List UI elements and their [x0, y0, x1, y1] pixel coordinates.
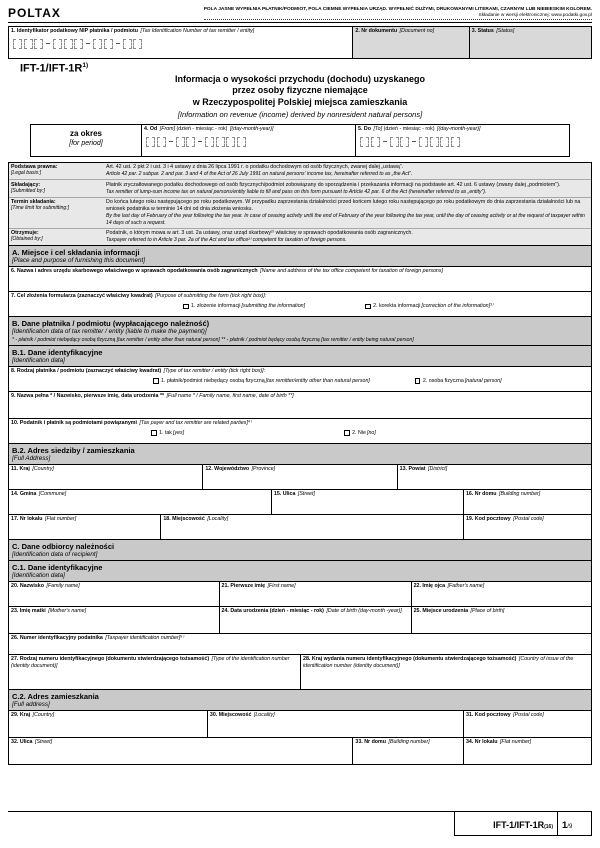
label-en: [Mother's name] — [48, 607, 87, 614]
field-31-postal-code[interactable] — [463, 711, 591, 737]
label-en: [Province] — [251, 465, 276, 472]
text-en: By the last day of February of the year following the tax year. In case of ceasing activity until the end of February of the year following the tax year, until the day of ceasing activity or at the request of taxpayer within 14 days of such a request. — [106, 212, 585, 226]
page-header — [8, 6, 592, 20]
footer-code-text: IFT-1/IFT-1R — [493, 820, 545, 830]
label-pl: 1. Identyfikator podatkowy NIP płatnika / podmiotu — [11, 28, 139, 34]
term-pl: Składający: — [11, 181, 41, 188]
row-fields-17-19 — [9, 514, 591, 539]
digit-separator — [116, 43, 120, 44]
row-fields-14-16 — [9, 489, 591, 514]
legal-term — [11, 230, 106, 243]
label-pl: 24. Data urodzenia (dzień - miesiąc - rok) — [221, 607, 324, 614]
label-format-pl: (dzień - miesiąc - rok) — [176, 125, 228, 132]
legal-row-deadline — [9, 197, 591, 228]
row-field-7 — [9, 291, 591, 316]
label-en: [Place of birth] — [470, 607, 505, 614]
title-line-3: w Rzeczypospolitej Polskiej miejsca zamieszkania — [192, 97, 408, 108]
label-pl: 9. Nazwa pełna * / Nazwisko, pierwsze imię, data urodzenia ** — [11, 392, 165, 399]
option-label-en: [yes] — [172, 429, 185, 436]
field-11-country[interactable] — [9, 465, 202, 489]
label-en: [Taxpayer identification number]⁵⁾ — [105, 634, 184, 641]
form-code-footnote: 1) — [82, 62, 89, 69]
label-en: [Commune] — [38, 490, 67, 497]
footer-page-number: 1 — [562, 820, 568, 831]
legal-text — [106, 182, 589, 195]
label-pl: 14. Gmina — [11, 490, 37, 497]
page-footer — [8, 811, 592, 836]
field-10-related-parties — [9, 419, 591, 443]
section-title-en: [Identification data] — [12, 571, 65, 579]
section-title-pl: C.1. Dane identyfikacyjne — [12, 562, 103, 572]
field-30-locality[interactable] — [207, 711, 463, 737]
title-line-2: przez osoby fizyczne niemające — [232, 85, 368, 96]
label-format-pl: (dzień - miesiąc - rok) — [383, 125, 435, 132]
legal-text — [106, 230, 589, 243]
digit-box[interactable] — [451, 137, 460, 147]
option-label-en: [no] — [367, 429, 376, 436]
label-en: [To] — [373, 125, 383, 132]
digit-box[interactable] — [390, 137, 399, 147]
digit-box[interactable] — [157, 137, 166, 147]
period-label-en: [for period] — [69, 140, 103, 148]
option-natural-person[interactable] — [415, 378, 502, 385]
poltax-logo: POLTAX — [8, 6, 61, 20]
section-b-footnote: * - płatnik / podmiot niebędący osobą fizyczną [tax remitter / entity other than natural person] ** - płatnik / podmiot będący osobą fizyczną [tax remitter / entity being natural person] — [12, 336, 414, 343]
label-en: [Postal code] — [513, 711, 544, 718]
header-notes — [204, 7, 592, 21]
checkbox-non-natural-person[interactable] — [153, 378, 159, 384]
header-rule — [8, 22, 592, 23]
label-pl: 10. Podatnik i płatnik są podmiotami powiązanymi — [11, 419, 137, 426]
digit-box[interactable] — [400, 137, 409, 147]
label-en: [District] — [428, 465, 448, 472]
field-33-building-number[interactable] — [352, 738, 463, 764]
label-en: [Street] — [297, 490, 315, 497]
legal-text — [106, 199, 589, 226]
label-pl: 22. Imię ojca — [413, 582, 446, 589]
date-from-boxes[interactable] — [146, 137, 353, 147]
digit-box[interactable] — [123, 39, 132, 49]
digit-separator — [169, 141, 173, 142]
label-en: [Country] — [32, 711, 55, 718]
label-pl: 21. Pierwsze imię — [221, 582, 266, 589]
label-pl: 13. Powiat — [399, 465, 426, 472]
digit-box[interactable] — [430, 137, 439, 147]
field-23-mothers-name[interactable] — [9, 607, 219, 633]
option-label-en: [natural person] — [464, 377, 502, 384]
label-pl: 33. Nr domu — [355, 738, 386, 745]
legal-term — [11, 199, 106, 226]
title-line-en: [Information on revenue (income) derived by nonresident natural persons] — [177, 109, 423, 119]
label-pl: 27. Rodzaj numeru identyfikacyjnego (dokumentu stwierdzającego tożsamość) — [11, 655, 210, 662]
label-pl: 6. Nazwa i adres urzędu skarbowego właściwego w sprawach opodatkowania osób zagranicznych — [11, 268, 258, 275]
digit-box[interactable] — [34, 39, 43, 49]
footer-page-indicator — [558, 812, 592, 836]
digit-box[interactable] — [226, 137, 235, 147]
footer-page-total: /9 — [567, 824, 573, 830]
efiling-note: Składanie w wersji elektronicznej: www.podatki.gov.pl — [204, 13, 592, 20]
label-en: [Postal code] — [513, 515, 544, 522]
option-label-en: [tax remitter/entity other than natural person] — [265, 377, 370, 384]
checkbox-no[interactable] — [344, 430, 350, 436]
nip-digit-boxes[interactable] — [13, 39, 350, 49]
field-14-commune[interactable] — [9, 490, 271, 514]
field-1-nip[interactable] — [9, 27, 352, 58]
term-en: [Submitted by:] — [11, 187, 45, 194]
legal-basis-block — [9, 163, 591, 245]
term-en: [Legal basis:] — [11, 170, 42, 177]
row-fields-23-25 — [9, 606, 591, 633]
label-en: [Building number] — [388, 738, 430, 745]
field-26-taxpayer-id-number[interactable] — [9, 634, 591, 654]
field-2-document-number[interactable] — [352, 27, 468, 58]
label-en: [Type of the identification number (identity document)] — [11, 655, 290, 669]
field-8-remitter-type — [9, 367, 591, 391]
purpose-options — [183, 303, 589, 310]
footer-form-code — [454, 812, 558, 836]
digit-box[interactable] — [146, 137, 155, 147]
legal-row-basis — [9, 163, 591, 179]
checkbox-submitting[interactable] — [183, 304, 189, 310]
legal-row-recipient — [9, 228, 591, 245]
section-b1-header — [9, 345, 591, 366]
label-pl: 20. Nazwisko — [11, 582, 44, 589]
label-pl: 8. Rodzaj płatnika / podmiotu (zaznaczyć właściwy kwadrat) — [11, 367, 162, 374]
period-label — [31, 125, 141, 156]
legal-term — [11, 164, 106, 177]
row-fields-32-34 — [9, 737, 591, 764]
period-label-pl: za okres — [69, 128, 103, 138]
row-field-8 — [9, 366, 591, 391]
checkbox-correction[interactable] — [365, 304, 371, 310]
text-pl: Art. 42 ust. 2 pkt 2 i ust. 3 i 4 ustawy z dnia 26 lipca 1991 r. o podatku dochodowym od osób fizycznych, zwanej dalej „ustawą”. — [106, 164, 404, 171]
row-fields-29-31 — [9, 710, 591, 737]
section-title-pl: B.2. Adres siedziby / zamieszkania — [12, 445, 135, 455]
label-pl: 34. Nr lokalu — [465, 738, 498, 745]
digit-box[interactable] — [205, 137, 214, 147]
label-en: [Street] — [34, 738, 53, 745]
form-body — [8, 162, 592, 765]
option-yes[interactable] — [151, 430, 184, 437]
text-pl: Płatnik zryczałtowanego podatku dochodowego od osób fizycznych/podmiot zobowiązany do sporządzenia i przekazania informacji na podstawie art. 42 ust. 6 ustawy (zwany dalej „podmiotem”). — [106, 181, 561, 188]
label-pl: 11. Kraj — [11, 465, 30, 472]
digit-box[interactable] — [360, 137, 369, 147]
section-c-header — [9, 539, 591, 560]
digit-separator — [46, 43, 50, 44]
legal-term — [11, 182, 106, 195]
label-en: [Locality] — [253, 711, 275, 718]
remitter-type-options — [153, 378, 589, 385]
field-20-family-name[interactable] — [9, 582, 219, 606]
field-13-district[interactable] — [397, 465, 591, 489]
digit-separator — [86, 43, 90, 44]
field-32-street[interactable] — [9, 738, 352, 764]
legal-row-submitter — [9, 179, 591, 196]
label-pl: 32. Ulica — [11, 738, 33, 745]
digit-box[interactable] — [24, 39, 33, 49]
label-pl: 12. Województwo — [205, 465, 250, 472]
label-en: [Status] — [496, 28, 515, 34]
field-25-place-of-birth[interactable] — [411, 607, 591, 633]
field-6-tax-office[interactable] — [9, 267, 591, 291]
field-17-flat-number[interactable] — [9, 515, 160, 539]
section-c2-header — [9, 689, 591, 710]
footer-code-variant: (16) — [544, 824, 553, 830]
row-field-9 — [9, 391, 591, 418]
label-pl: 31. Kod pocztowy — [465, 711, 511, 718]
section-title-en: [Place and purpose of furnishing this document] — [12, 257, 146, 265]
text-en: Taxpayer referred to in Article 3 par. 2a of the Act and tax office²⁾ competent for taxation of foreign persons. — [106, 237, 347, 244]
field-24-date-of-birth[interactable] — [219, 607, 411, 633]
label-en: [Full name * / Family name, first name, date of birth **] — [166, 392, 294, 399]
label-pl: 29. Kraj — [11, 711, 31, 718]
section-title-en: [Identification data] — [12, 356, 65, 364]
checkbox-yes[interactable] — [151, 430, 157, 436]
label-pl: 3. Status — [471, 28, 494, 34]
field-15-street[interactable] — [271, 490, 463, 514]
digit-box[interactable] — [13, 39, 22, 49]
option-correction[interactable] — [365, 303, 493, 310]
section-title-en: [Full Address] — [12, 454, 51, 462]
field-28-id-number-country[interactable] — [300, 655, 591, 689]
term-pl: Podstawa prawna: — [11, 164, 58, 171]
field-16-building-number[interactable] — [463, 490, 591, 514]
term-en: [Time limit for submitting:] — [11, 205, 69, 212]
row-fields-27-28 — [9, 654, 591, 689]
related-parties-options — [151, 430, 589, 437]
label-en: [Locality] — [207, 515, 229, 522]
top-fields-row — [8, 26, 592, 59]
text-pl: Do końca lutego roku następującego po roku podatkowym. W przypadku zaprzestania działalności przed końcem lutego roku następującego po roku podatkowym do dnia zaprzestania działalności lub na wniosek podatnika w terminie 14 dni od dnia złożenia wniosku. — [106, 199, 581, 213]
option-submitting-information[interactable] — [183, 303, 305, 310]
digit-box[interactable] — [237, 137, 246, 147]
label-en: [From] — [159, 125, 176, 132]
digit-box[interactable] — [93, 39, 102, 49]
label-pl: 2. Nr dokumentu — [355, 28, 398, 34]
field-27-id-number-type[interactable] — [9, 655, 300, 689]
label-pl: 17. Nr lokalu — [11, 515, 43, 522]
section-title-en: [Full address] — [12, 700, 50, 708]
label-pl: 16. Nr domu — [465, 490, 497, 497]
section-b2-header — [9, 443, 591, 464]
label-en: [Building number] — [499, 490, 541, 497]
form-code-text: IFT-1/IFT-1R — [20, 62, 83, 75]
section-b-header — [9, 316, 591, 345]
field-18-locality[interactable] — [160, 515, 463, 539]
checkbox-natural-person[interactable] — [415, 378, 421, 384]
digit-box[interactable] — [74, 39, 83, 49]
label-en: [First name] — [267, 582, 296, 589]
option-label-pl: 2. korekta informacji — [373, 303, 421, 310]
section-title-pl: B. Dane płatnika / podmiotu (wypłacającego należność) — [12, 319, 210, 329]
section-a-header — [9, 245, 591, 266]
label-en: [Type of tax remitter / entity (tick right box)]: — [163, 367, 266, 374]
digit-box[interactable] — [419, 137, 428, 147]
row-field-6 — [9, 266, 591, 291]
option-label-pl: 1. tak — [159, 429, 172, 436]
label-pl: 28. Kraj wydania numeru identyfikacyjnego (dokumentu stwierdzającego tożsamość) — [303, 655, 517, 662]
label-pl: 4. Od — [144, 125, 158, 132]
option-label-pl: 2. Nie — [352, 429, 366, 436]
option-no[interactable] — [344, 430, 376, 437]
section-title-pl: B.1. Dane identyfikacyjne — [12, 347, 103, 357]
digit-box[interactable] — [186, 137, 195, 147]
label-en: [Date of birth (day-month -year)] — [326, 607, 402, 614]
text-en: Article 42 par. 2 subpar. 2 and par. 3 and 4 of the Act of 26 July 1991 on natural persons’ income tax, hereinafter referred to as „the Act”. — [106, 171, 413, 178]
section-title-pl: A. Miejsce i cel składania informacji — [12, 248, 140, 258]
label-pl: 19. Kod pocztowy — [465, 515, 511, 522]
field-21-first-name[interactable] — [219, 582, 411, 606]
fill-instruction-note: POLA JASNE WYPEŁNIA PŁATNIK/PODMIOT, POLA CIEMNE WYPEŁNIA URZĄD. WYPEŁNIĆ DUŻYMI, DRUKOWANYMI LITERAMI, CZARNYM LUB NIEBIESKIM KOLOREM. — [203, 6, 592, 12]
legal-text — [106, 164, 589, 177]
label-format-en: [(day-month-year)] — [436, 125, 481, 132]
label-en: [Country of issue of the identification number (identity document)] — [303, 655, 574, 669]
digit-box[interactable] — [104, 39, 113, 49]
digit-box[interactable] — [176, 137, 185, 147]
option-label-pl: 1. złożenie informacji — [191, 303, 241, 310]
text-en: Tax remitter of lump-sum income tax on natural persons/entity liable to fill and pass on this form pursuant to Article 42 par. 6 of the Act (hereinafter referred to as „entity”). — [106, 188, 487, 195]
section-title-pl: C.2. Adres zamieszkania — [12, 691, 99, 701]
label-en: [Country] — [32, 465, 54, 472]
section-title-pl: C. Dane odbiorcy należności — [12, 541, 115, 551]
digit-box[interactable] — [440, 137, 449, 147]
field-12-province[interactable] — [202, 465, 396, 489]
field-5-period-to[interactable] — [355, 125, 569, 156]
term-pl: Otrzymuje: — [11, 230, 39, 237]
label-en: [Family name] — [46, 582, 80, 589]
option-non-natural-person[interactable] — [153, 378, 370, 385]
option-label-pl: 1. płatnik/podmiot niebędący osobą fizyczną — [161, 377, 265, 384]
row-field-26 — [9, 633, 591, 654]
field-19-postal-code[interactable] — [463, 515, 591, 539]
row-fields-11-13 — [9, 464, 591, 489]
option-label-en: [submitting the information] — [241, 303, 306, 310]
field-22-fathers-name[interactable] — [411, 582, 591, 606]
digit-box[interactable] — [64, 39, 73, 49]
section-title-en: [Identification data of recipient] — [12, 550, 98, 558]
label-en: [Father's name] — [447, 582, 485, 589]
label-pl: 26. Numer identyfikacyjny podatnika — [11, 634, 103, 641]
date-to-boxes[interactable] — [360, 137, 567, 147]
term-en: [Obtained by:] — [11, 236, 43, 243]
field-34-flat-number[interactable] — [463, 738, 591, 764]
period-row — [30, 124, 570, 157]
label-en: [Flat number] — [499, 738, 532, 745]
term-pl: Termin składania: — [11, 199, 56, 206]
digit-box[interactable] — [371, 137, 380, 147]
field-7-purpose — [9, 292, 591, 316]
text-pl: Podatnik, o którym mowa w art. 3 ust. 2a ustawy, oraz urząd skarbowy²⁾ właściwy w sprawach opodatkowania osób zagranicznych. — [106, 230, 413, 237]
form-title — [8, 74, 592, 119]
row-field-10 — [9, 418, 591, 443]
label-pl: 25. Miejsce urodzenia — [413, 607, 469, 614]
field-3-status[interactable] — [469, 27, 591, 58]
label-pl: 23. Imię matki — [11, 607, 46, 614]
digit-box[interactable] — [133, 39, 142, 49]
digit-box[interactable] — [216, 137, 225, 147]
label-pl: 5. Do — [358, 125, 371, 132]
field-4-period-from[interactable] — [141, 125, 355, 156]
label-pl: 15. Ulica — [273, 490, 296, 497]
section-title-en: [Identification data of tax remitter / entity (liable to make the payment)] — [12, 328, 207, 336]
label-en: [Purpose of submitting the form (tick right box)]: — [155, 293, 267, 300]
label-en: [Tax Identification Number of tax remitter / entity] — [140, 28, 255, 34]
digit-separator — [412, 141, 416, 142]
label-format-en: [(day-month-year)] — [229, 125, 274, 132]
digit-separator — [383, 141, 387, 142]
label-pl: 7. Cel złożenia formularza (zaznaczyć właściwy kwadrat) — [11, 293, 153, 300]
label-pl: 30. Miejscowość — [209, 711, 252, 718]
label-en: [Document no] — [399, 28, 435, 34]
row-fields-20-22 — [9, 581, 591, 606]
option-label-en: [correction of the information]³⁾ — [421, 303, 494, 310]
option-label-pl: 2. osoba fizyczna — [422, 377, 464, 384]
label-en: [Flat number] — [44, 515, 77, 522]
label-en: [Name and address of the tax office competent for taxation of foreign persons] — [260, 268, 444, 275]
title-line-1: Informacja o wysokości przychodu (dochodu) uzyskanego — [174, 73, 426, 84]
section-c1-header — [9, 560, 591, 581]
label-pl: 18. Miejscowość — [163, 515, 205, 522]
digit-separator — [198, 141, 202, 142]
field-29-country[interactable] — [9, 711, 207, 737]
field-9-full-name[interactable] — [9, 392, 591, 418]
label-en: [Tax payer and tax remitter are related parties]⁴⁾ — [139, 419, 252, 426]
digit-box[interactable] — [53, 39, 62, 49]
